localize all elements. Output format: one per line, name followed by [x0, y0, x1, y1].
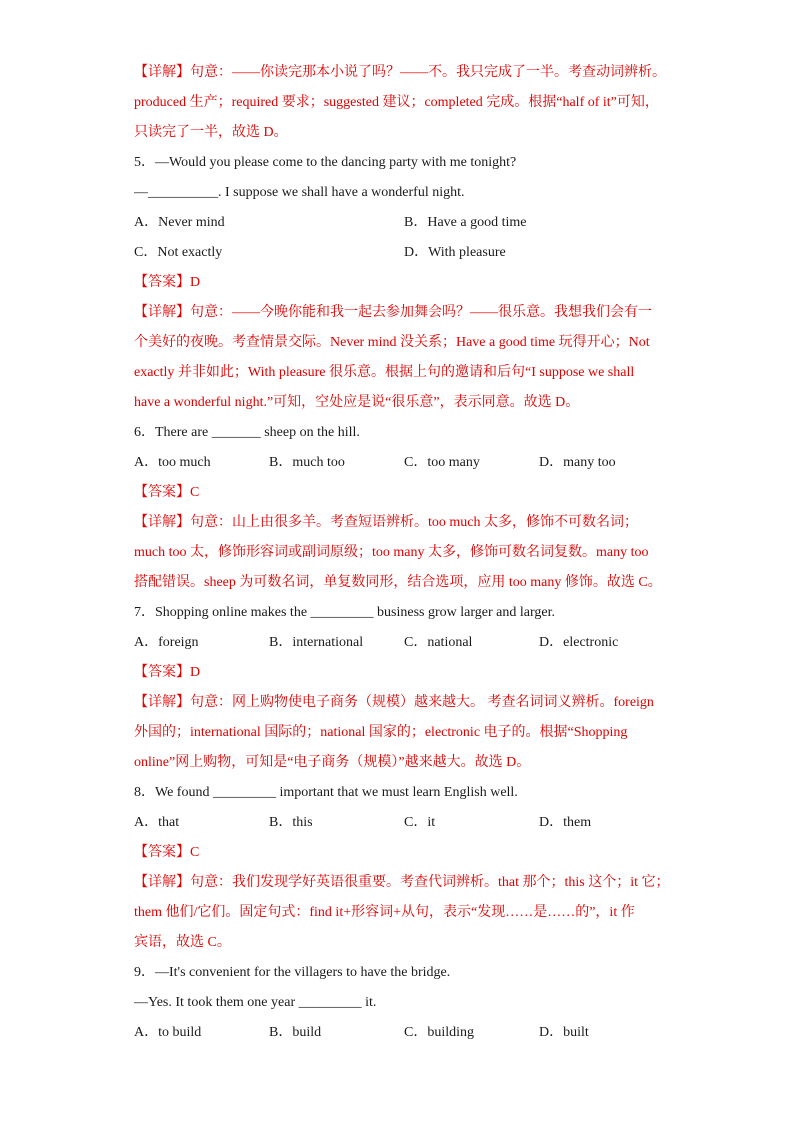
answer-label: 【答案】D — [134, 665, 201, 680]
explanation-line: 个美好的夜晚。考查情景交际。Never mind 没关系；Have a good time 玩得开心；Not — [134, 335, 650, 350]
option-text: to build — [158, 1025, 202, 1040]
option-c — [404, 808, 539, 838]
option-d — [539, 448, 674, 478]
option-letter: A． — [134, 215, 159, 230]
options-row — [134, 808, 674, 838]
option-text: too many — [427, 455, 480, 470]
explanation-line: 外国的；international 国际的；national 国家的；electronic 电子的。根据“Shopping — [134, 725, 628, 740]
option-letter: A． — [134, 1025, 159, 1040]
question-7 — [134, 598, 674, 778]
options-row — [134, 208, 674, 238]
explanation-line: exactly 并非如此；With pleasure 很乐意。根据上句的邀请和后句“I suppose we shall — [134, 365, 635, 380]
option-text: them — [563, 815, 592, 830]
answer-label: 【答案】C — [134, 485, 200, 500]
option-text: international — [292, 635, 364, 650]
explanation-line: 【详解】句意：我们发现学好英语很重要。考查代词辨析。that 那个；this 这个；it 它； — [134, 875, 670, 890]
option-letter: A． — [134, 815, 159, 830]
explanation-line: 宾语，故选 C。 — [134, 935, 231, 950]
question-stem: 6．There are _______ sheep on the hill. — [134, 425, 360, 440]
explanation-line: much too 太，修饰形容词或副词原级；too many 太多，修饰可数名词复数。many too — [134, 545, 649, 560]
options-row — [134, 1018, 674, 1048]
option-letter: C． — [404, 635, 428, 650]
option-c — [134, 238, 404, 268]
option-c — [404, 628, 539, 658]
option-letter: D． — [539, 815, 564, 830]
option-letter: C． — [404, 1025, 428, 1040]
options-row — [134, 628, 674, 658]
question-stem: 8．We found _________ important that we must learn English well. — [134, 785, 518, 800]
option-a — [134, 208, 404, 238]
question-stem: 9．—It's convenient for the villagers to have the bridge. — [134, 965, 451, 980]
option-d — [539, 1018, 674, 1048]
option-letter: A． — [134, 635, 159, 650]
explanation-line: 【详解】句意：——今晚你能和我一起去参加舞会吗？——很乐意。我想我们会有一 — [134, 305, 652, 320]
option-text: this — [292, 815, 313, 830]
option-text: too much — [158, 455, 211, 470]
option-letter: D． — [539, 635, 564, 650]
option-d — [539, 808, 674, 838]
options-row — [134, 448, 674, 478]
document-page — [134, 58, 674, 1048]
option-text: many too — [563, 455, 616, 470]
option-a — [134, 448, 269, 478]
explanation-line: have a wonderful night.”可知，空处应是说“很乐意”，表示同意。故选 D。 — [134, 395, 580, 410]
question-8 — [134, 778, 674, 958]
question-stem-reply: —Yes. It took them one year _________ it. — [134, 995, 377, 1010]
explanation-line: produced 生产；required 要求；suggested 建议；completed 完成。根据“half of it”可知， — [134, 95, 659, 110]
option-b — [269, 1018, 404, 1048]
option-text: national — [427, 635, 473, 650]
option-letter: B． — [269, 815, 293, 830]
option-text: electronic — [563, 635, 619, 650]
option-text: foreign — [158, 635, 199, 650]
option-b — [404, 208, 674, 238]
option-a — [134, 808, 269, 838]
explanation-line: 【详解】句意：山上由很多羊。考查短语辨析。too much 太多，修饰不可数名词； — [134, 515, 638, 530]
q4-explanation — [134, 58, 674, 148]
option-text: Never mind — [158, 215, 225, 230]
question-stem-reply: —__________. I suppose we shall have a wonderful night. — [134, 185, 465, 200]
option-text: build — [292, 1025, 322, 1040]
question-5 — [134, 148, 674, 418]
question-6 — [134, 418, 674, 598]
option-text: With pleasure — [428, 245, 506, 260]
option-text: much too — [292, 455, 345, 470]
explanation-line: 【详解】句意：网上购物使电子商务（规模）越来越大。 考查名词词义辨析。foreign — [134, 695, 654, 710]
option-letter: C． — [404, 455, 428, 470]
option-letter: A． — [134, 455, 159, 470]
answer-label: 【答案】C — [134, 845, 200, 860]
option-c — [404, 448, 539, 478]
explanation-line: 搭配错误。sheep 为可数名词，单复数同形，结合选项，应用 too many 修饰。故选 C。 — [134, 575, 662, 590]
option-letter: D． — [539, 455, 564, 470]
option-letter: C． — [404, 815, 428, 830]
explanation-line: online”网上购物，可知是“电子商务（规模）”越来越大。故选 D。 — [134, 755, 531, 770]
answer-label: 【答案】D — [134, 275, 201, 290]
option-text: that — [158, 815, 180, 830]
question-stem: 7．Shopping online makes the _________ business grow larger and larger. — [134, 605, 555, 620]
option-text: Have a good time — [427, 215, 527, 230]
option-letter: D． — [404, 245, 429, 260]
option-letter: D． — [539, 1025, 564, 1040]
question-9 — [134, 958, 674, 1048]
explanation-line: 只读完了一半，故选 D。 — [134, 125, 288, 140]
option-a — [134, 628, 269, 658]
option-b — [269, 448, 404, 478]
option-text: building — [427, 1025, 475, 1040]
option-letter: B． — [269, 1025, 293, 1040]
question-stem: 5．—Would you please come to the dancing party with me tonight? — [134, 155, 517, 170]
option-b — [269, 628, 404, 658]
explanation-line: them 他们/它们。固定句式：find it+形容词+从句，表示“发现……是……的”，it 作 — [134, 905, 635, 920]
explanation-line: 【详解】句意：——你读完那本小说了吗？——不。我只完成了一半。考查动词辨析。 — [134, 65, 666, 80]
option-letter: B． — [404, 215, 428, 230]
option-text: it — [427, 815, 436, 830]
option-text: Not exactly — [157, 245, 223, 260]
option-c — [404, 1018, 539, 1048]
option-letter: C． — [134, 245, 158, 260]
option-letter: B． — [269, 635, 293, 650]
option-letter: B． — [269, 455, 293, 470]
option-d — [539, 628, 674, 658]
options-row — [134, 238, 674, 268]
option-text: built — [563, 1025, 589, 1040]
option-a — [134, 1018, 269, 1048]
option-d — [404, 238, 674, 268]
option-b — [269, 808, 404, 838]
